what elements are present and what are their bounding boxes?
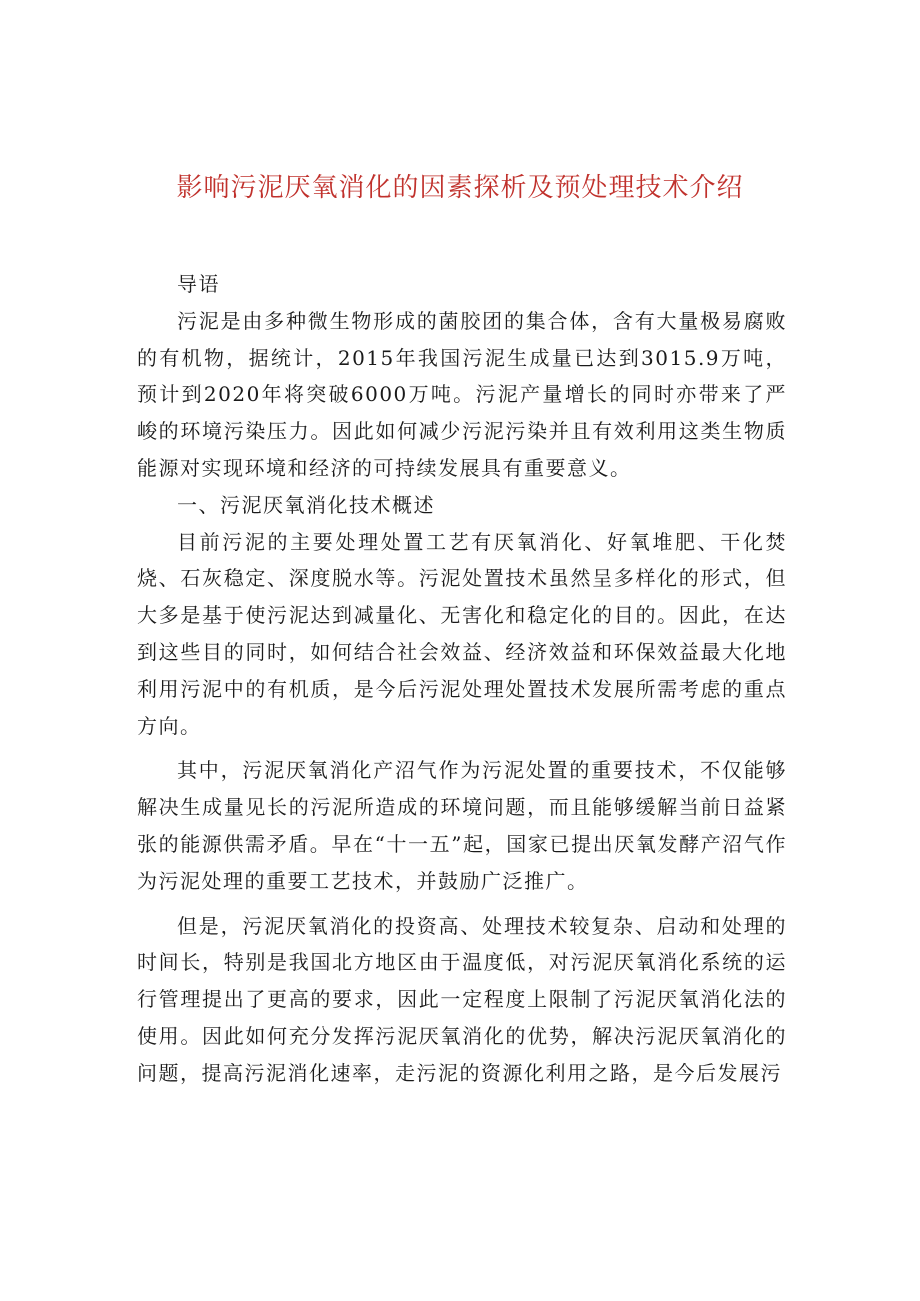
paragraph-processes: 目前污泥的主要处理处置工艺有厌氧消化、好氧堆肥、干化焚烧、石灰稳定、深度脱水等。污泥处置技术虽然呈多样化的形式，但大多是基于使污泥达到减量化、无害化和稳定化的目的。因此，在达到这些目的同时，如何结合社会效益、经济效益和环保效益最大化地利用污泥中的有机质，是今后污泥处理处置技术发展所需考虑的重点方向。 bbox=[137, 529, 787, 738]
section-lead-heading: 导语 bbox=[177, 272, 220, 296]
paragraph-limitations: 但是，污泥厌氧消化的投资高、处理技术较复杂、启动和处理的时间长，特别是我国北方地区由于温度低，对污泥厌氧消化系统的运行管理提出了更高的要求，因此一定程度上限制了污泥厌氧消化法的使用。因此如何充分发挥污泥厌氧消化的优势，解决污泥厌氧消化的问题，提高污泥消化速率，走污泥的资源化利用之路，是今后发展污 bbox=[137, 913, 787, 1085]
document-title: 影响污泥厌氧消化的因素探析及预处理技术介绍 bbox=[176, 173, 744, 203]
document-body bbox=[137, 266, 787, 1092]
paragraph-intro: 污泥是由多种微生物形成的菌胶团的集合体，含有大量极易腐败的有机物，据统计，2015年我国污泥生成量已达到3015.9万吨，预计到2020年将突破6000万吨。污泥产量增长的同时亦带来了严峻的环境污染压力。因此如何减少污泥污染并且有效利用这类生物质能源对实现环境和经济的可持续发展具有重要意义。 bbox=[137, 308, 787, 480]
section-heading-overview: 一、污泥厌氧消化技术概述 bbox=[177, 492, 435, 517]
paragraph-biogas: 其中，污泥厌氧消化产沼气作为污泥处置的重要技术，不仅能够解决生成量见长的污泥所造成的环境问题，而且能够缓解当前日益紧张的能源供需矛盾。早在“十一五”起，国家已提出厌氧发酵产沼气作为污泥处理的重要工艺技术，并鼓励广泛推广。 bbox=[137, 758, 787, 893]
